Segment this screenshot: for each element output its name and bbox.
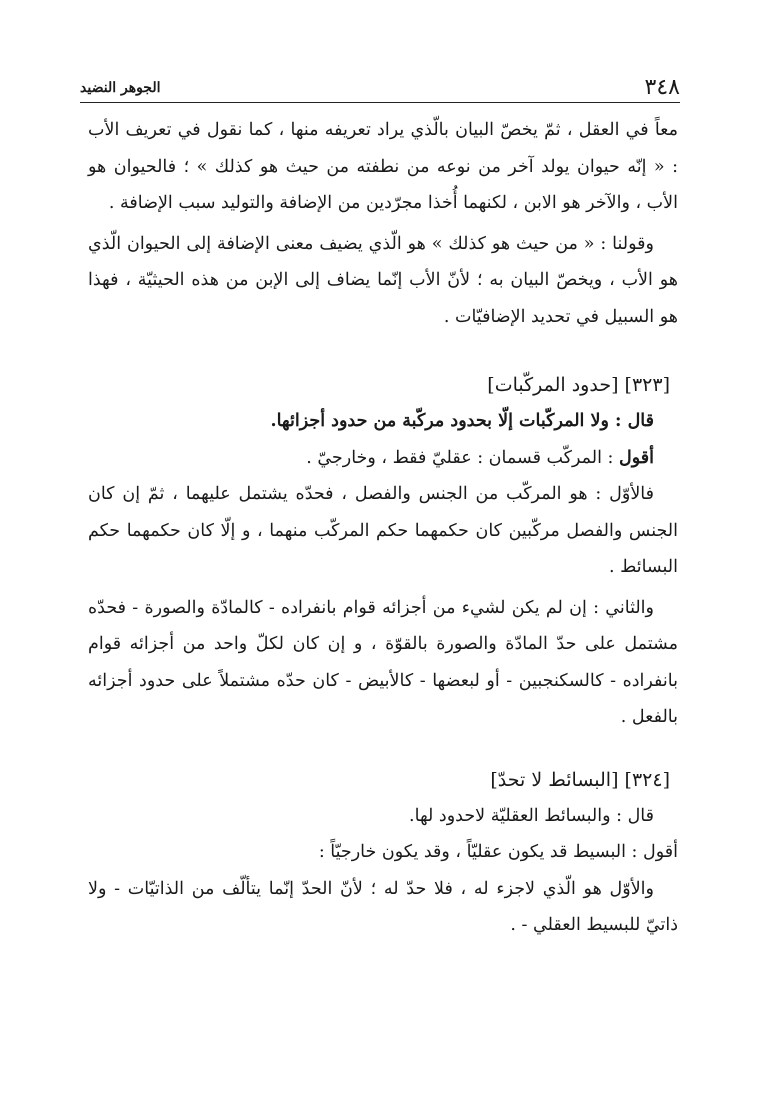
paragraph-first-type: والأوّل هو الّذي لاجزء له ، فلا حدّ له ؛ لأنّ الحدّ إنّما يتألّف من الذاتيّات - ولا ذاتيّ للبسيط العقلي - . [88, 878, 678, 935]
section-heading: [٣٢٤] [البسائط لا تحدّ] [490, 768, 670, 791]
page-number: ٣٤٨ [644, 75, 680, 100]
paragraph-first-type: فالأوّل : هو المركّب من الجنس والفصل ، فحدّه يشتمل عليهما ، ثمّ إن كان الجنس والفصل مركّبين كان حكمهما حكم المركّب منهما ، و إلّا كان حكمهما حكم البسائط . [88, 484, 678, 577]
paragraph-second-type: والثاني : إن لم يكن لشيء من أجزائه قوام بانفراده - كالمادّة والصورة - فحدّه مشتمل على حدّ المادّة والصورة بالقوّة ، و إن كان لكلّ واحد من أجزائه قوام بانفراده - كالسكنجبين - أو لبعضها - كالأبيض - كان حدّه مشتملاً على حدود أجزائه بالفعل . [88, 597, 678, 727]
running-title: الجوهر النضيد [80, 80, 161, 96]
aqulu-line [88, 440, 678, 477]
aqulu-text: : المركّب قسمان : عقليّ فقط ، وخارجيّ . [306, 447, 620, 468]
page-body [88, 112, 678, 944]
qala-line [88, 403, 678, 440]
qala-text: : ولا المركّبات إلّا بحدود مركّبة من حدود أجزائها. [270, 411, 628, 431]
header-rule [80, 102, 680, 103]
section-324 [88, 762, 678, 944]
paragraph-continuation: معاً في العقل ، ثمّ يخصّ البيان بالّذي يراد تعريفه منها ، كما نقول في تعريف الأب : « إنّه حيوان يولد آخر من نوعه من نطفته من حيث هو كذلك » ؛ فالحيوان هو الأب ، والآخر هو الابن ، لكنهما أُخذا مجرّدين من الإضافة والتوليد سبب الإضافة . [88, 120, 678, 213]
paragraph-commentary: وقولنا : « من حيث هو كذلك » هو الّذي يضيف معنى الإضافة إلى الحيوان الّذي هو الأب ، ويخصّ البيان به ؛ لأنّ الأب إنّما يضاف إلى الإبن من هذه الحيثيّة ، فهذا هو السبيل في تحديد الإضافيّات . [88, 233, 678, 327]
section-323 [88, 367, 678, 736]
qala-line: قال : والبسائط العقليّة لاحدود لها. [409, 805, 654, 826]
aqulu-label: أقول [619, 447, 654, 468]
qala-label: قال [627, 411, 654, 431]
page-header [80, 66, 680, 100]
section-heading: [٣٢٣] [حدود المركّبات] [487, 374, 670, 396]
aqulu-line: أقول : البسيط قد يكون عقليّاً ، وقد يكون خارجيّاً : [318, 842, 678, 862]
